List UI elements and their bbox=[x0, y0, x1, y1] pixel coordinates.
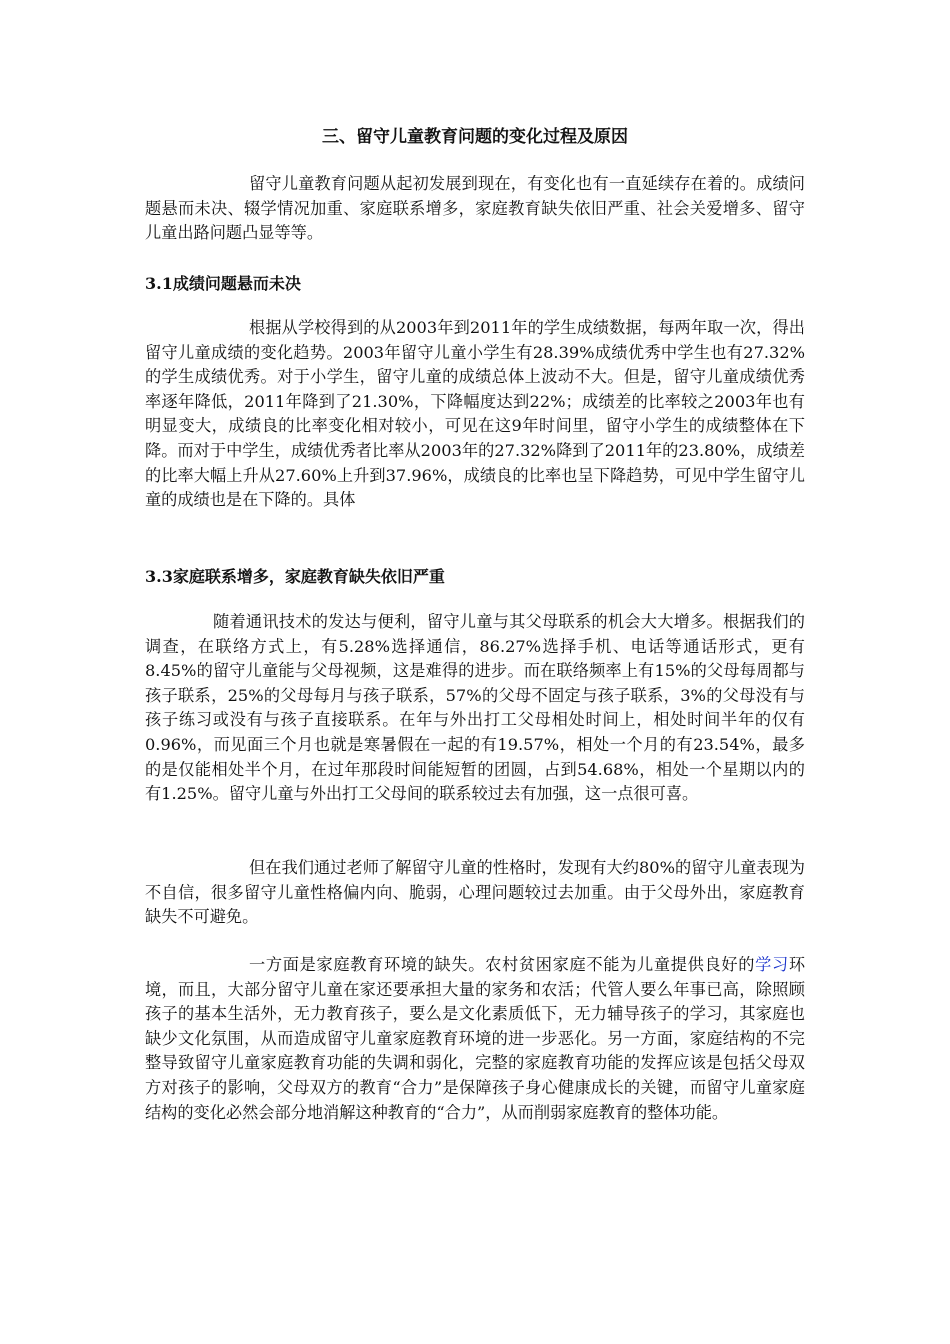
section-3-1-paragraph: 根据从学校得到的从2003年到2011年的学生成绩数据，每两年取一次，得出留守儿童成绩的变化趋势。2003年留守儿童小学生有28.39%成绩优秀中学生也有27.32%的学生成绩优秀。对于小学生，留守儿童的成绩总体上波动不大。但是，留守儿童成绩优秀率逐年降低，2011年降到了21.30%，下降幅度达到22%；成绩差的比率较之2003年也有明显变大，成绩良的比率变化相对较小，可见在这9年时间里，留守小学生的成绩整体在下降。而对于中学生，成绩优秀者比率从2003年的27.32%降到了2011年的23.80%，成绩差的比率大幅上升从27.60%上升到37.96%，成绩良的比率也呈下降趋势，可见中学生留守儿童的成绩也是在下降的。具体 bbox=[145, 318, 805, 510]
section-3-3-paragraph-1: 随着通讯技术的发达与便利，留守儿童与其父母联系的机会大大增多。根据我们的调查，在联络方式上，有5.28%选择通信，86.27%选择手机、电话等通话形式，更有8.45%的留守儿童能与父母视频，这是难得的进步。而在联络频率上有15%的父母每周都与孩子联系，25%的父母每月与孩子联系，57%的父母不固定与孩子联系，3%的父母没有与孩子练习或没有与孩子直接联系。在年与外出打工父母相处时间上，相处时间半年的仅有0.96%，而见面三个月也就是寒暑假在一起的有19.57%，相处一个月的有23.54%，最多的是仅能相处半个月，在过年那段时间能短暂的团圆，占到54.68%，相处一个星期以内的有1.25%。留守儿童与外出打工父母间的联系较过去有加强，这一点很可喜。 bbox=[145, 612, 805, 804]
paragraph-3-text-after-link: 环境，而且，大部分留守儿童在家还要承担大量的家务和农活；代管人要么年事已高，除照顾孩子的基本生活外，无力教育孩子，要么是文化素质低下，无力辅导孩子的学习，其家庭也缺少文化氛围，从而造成留守儿童家庭教育环境的进一步恶化。另一方面，家庭结构的不完整导致留守儿童家庭教育功能的失调和弱化，完整的家庭教育功能的发挥应该是包括父母双方对孩子的影响，父母双方的教育“合力”是保障孩子身心健康成长的关键，而留守儿童家庭结构的变化必然会部分地消解这种教育的“合力”，从而削弱家庭教育的整体功能。 bbox=[145, 955, 806, 1122]
section-3-3-heading: 3.3家庭联系增多，家庭教育缺失依旧严重 bbox=[145, 567, 445, 586]
intro-paragraph: 留守儿童教育问题从起初发展到现在，有变化也有一直延续存在着的。成绩问题悬而未决、辍学情况加重、家庭联系增多，家庭教育缺失依旧严重、社会关爱增多、留守儿童出路问题凸显等等。 bbox=[145, 174, 805, 243]
study-link[interactable]: 学习 bbox=[755, 955, 789, 974]
paragraph-3-text-before-link: 一方面是家庭教育环境的缺失。农村贫困家庭不能为儿童提供良好的 bbox=[249, 955, 756, 974]
section-title: 三、留守儿童教育问题的变化过程及原因 bbox=[322, 127, 628, 147]
section-3-1-heading: 3.1成绩问题悬而未决 bbox=[145, 274, 301, 293]
section-3-3-paragraph-2: 但在我们通过老师了解留守儿童的性格时，发现有大约80%的留守儿童表现为不自信，很多留守儿童性格偏内向、脆弱，心理问题较过去加重。由于父母外出，家庭教育缺失不可避免。 bbox=[145, 858, 805, 927]
section-3-3-paragraph-3 bbox=[145, 953, 805, 1125]
